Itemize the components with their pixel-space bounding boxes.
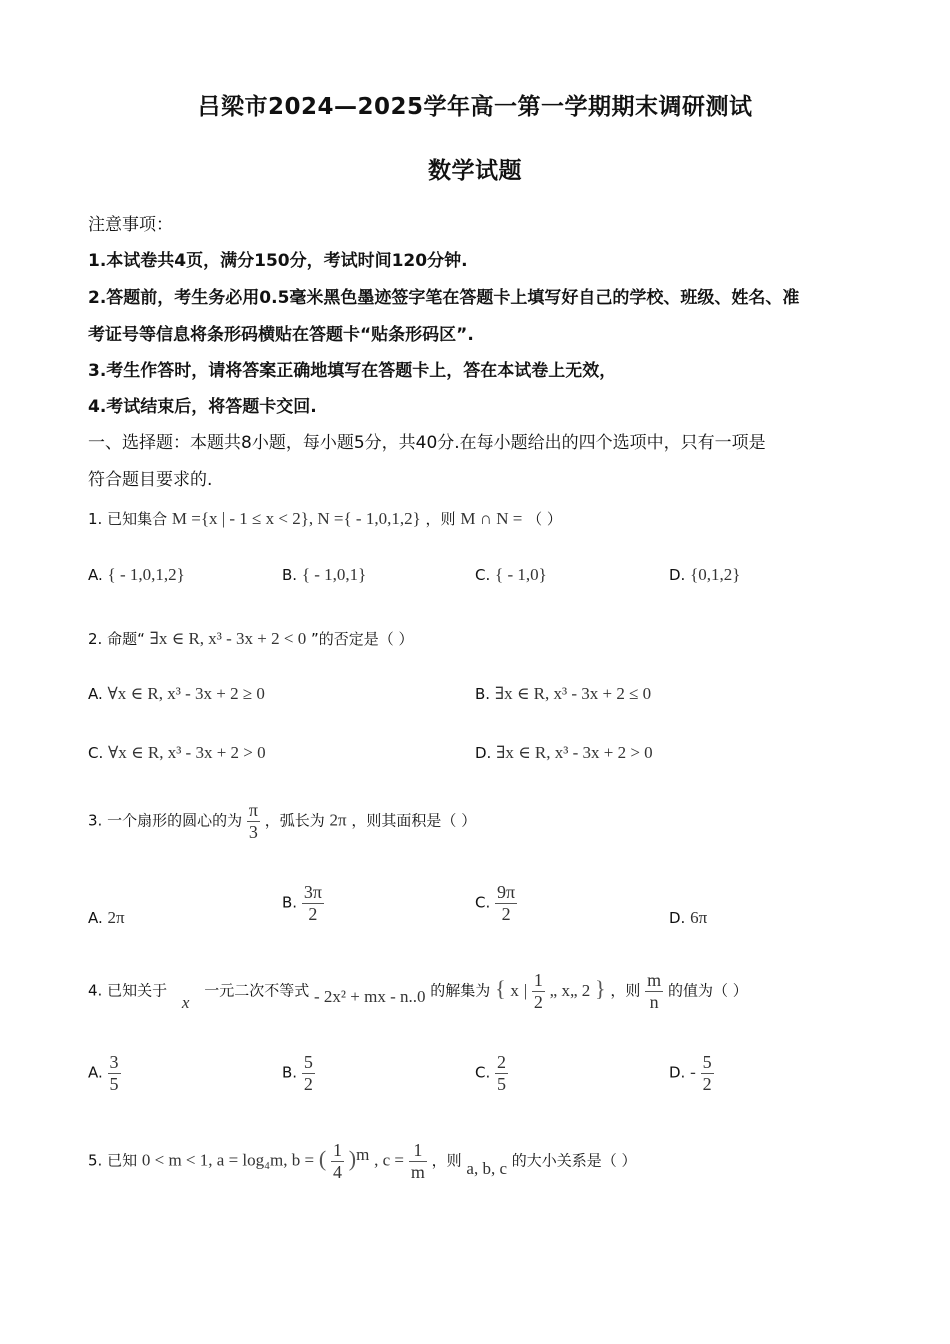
q4-prefix: 4. 已知关于 [88, 981, 168, 1000]
q4-suffix: 的值为（ ） [667, 981, 748, 1000]
q5-expr-c: , c = [374, 1150, 405, 1170]
q2-option-d[interactable]: D. ∃x ∈ R, x³ - 3x + 2 > 0 [475, 743, 653, 762]
q4-option-a[interactable]: A. $\frac{3}{5}$ [88, 1052, 119, 1094]
q5-c-fraction: $\frac{1}{m}$ [410, 1140, 425, 1182]
q1-intersection-expression: M ∩ N = [460, 509, 523, 528]
q1-mid: ，则 [425, 510, 456, 528]
q4-option-d[interactable]: D. - $\frac{5}{2}$ [669, 1052, 712, 1094]
q5-vars: a, b, c [466, 1158, 507, 1178]
q4-inequality: - 2x² + mx - n..0 [314, 986, 426, 1006]
q4-variable: x [181, 992, 190, 1012]
q1-option-c[interactable]: C. { - 1,0} [475, 565, 547, 584]
q2-prefix: 2. 命题“ [88, 630, 145, 648]
q4-mid2: 的解集为 [430, 981, 491, 1000]
section1-heading: 一、选择题：本题共8小题，每小题5分，共40分.在每小题给出的四个选项中，只有一项是 [88, 433, 766, 453]
notice-item-4: 4.考试结束后，将答题卡交回. [88, 397, 317, 417]
q4-mid1: 一元二次不等式 [204, 981, 310, 1000]
q1-option-d[interactable]: D. {0,1,2} [669, 565, 741, 584]
q2-option-b[interactable]: B. ∃x ∈ R, x³ - 3x + 2 ≤ 0 [475, 684, 652, 703]
q5-suffix: 的大小关系是（ ） [511, 1151, 637, 1170]
q5-mid: ，则 [431, 1151, 462, 1170]
q3-suffix: ，则其面积是（ ） [351, 811, 477, 830]
question-5 [88, 1140, 637, 1182]
section1-heading-cont: 符合题目要求的. [88, 470, 213, 490]
q4-mid3: ，则 [610, 981, 641, 1000]
question-4 [88, 970, 748, 1012]
notice-item-3: 3.考生作答时，请将答案正确地填写在答题卡上，答在本试卷上无效， [88, 361, 617, 381]
q4-m-over-n: $\frac{m}{n}$ [647, 970, 662, 1012]
notice-item-1: 1.本试卷共4页，满分150分，考试时间120分钟. [88, 251, 468, 271]
q5-expr-a: 0 < m < 1, a = log₄m, b = [141, 1150, 315, 1170]
q3-option-a[interactable]: A. 2π [88, 908, 125, 927]
q3-option-d[interactable]: D. 6π [669, 908, 708, 927]
notice-heading: 注意事项： [88, 215, 173, 235]
notice-item-2-cont: 考证号等信息将条形码横贴在答题卡“贴条形码区”. [88, 325, 474, 345]
q1-prefix: 1. 已知集合 [88, 510, 168, 528]
q4-option-c[interactable]: C. $\frac{2}{5}$ [475, 1052, 507, 1094]
exam-title: 吕梁市2024—2025学年高一第一学期期末调研测试 [197, 94, 753, 120]
q2-proposition: ∃x ∈ R, x³ - 3x + 2 < 0 [149, 629, 307, 648]
q2-option-a[interactable]: A. ∀x ∈ R, x³ - 3x + 2 ≥ 0 [88, 684, 265, 703]
q3-arc-length: 2π [329, 810, 347, 830]
q1-option-b[interactable]: B. { - 1,0,1} [282, 565, 367, 584]
q4-option-b[interactable]: B. $\frac{5}{2}$ [282, 1052, 313, 1094]
q1-suffix: （ ） [527, 510, 562, 528]
question-1 [88, 508, 562, 529]
q3-option-b[interactable]: B. $\frac{3\pi}{2}$ [282, 882, 322, 924]
notice-item-2: 2.答题前，考生务必用0.5毫米黑色墨迹签字笔在答题卡上填写好自己的学校、班级、姓名、准 [88, 288, 800, 308]
q5-b-power: ( $\frac{1}{4}$ )$^m$ [318, 1140, 370, 1182]
q3-mid: ，弧长为 [264, 811, 325, 830]
exam-subtitle: 数学试题 [428, 158, 522, 184]
q1-option-a[interactable]: A. { - 1,0,1,2} [88, 565, 185, 584]
q5-prefix: 5. 已知 [88, 1151, 138, 1170]
question-2 [88, 628, 414, 649]
q2-suffix: ”的否定是（ ） [311, 630, 414, 648]
q2-option-c[interactable]: C. ∀x ∈ R, x³ - 3x + 2 > 0 [88, 743, 266, 762]
q3-option-c[interactable]: C. $\frac{9\pi}{2}$ [475, 882, 516, 924]
q4-solution-set: { x | $\frac{1}{2}$ „ x„ 2 } [495, 970, 606, 1012]
q1-sets-expression: M ={x | - 1 ≤ x < 2}, N ={ - 1,0,1,2} [171, 509, 421, 528]
q3-prefix: 3. 一个扇形的圆心的为 [88, 811, 243, 830]
question-3 [88, 800, 476, 842]
q3-angle-fraction: $\frac{\pi}{3}$ [248, 800, 258, 842]
